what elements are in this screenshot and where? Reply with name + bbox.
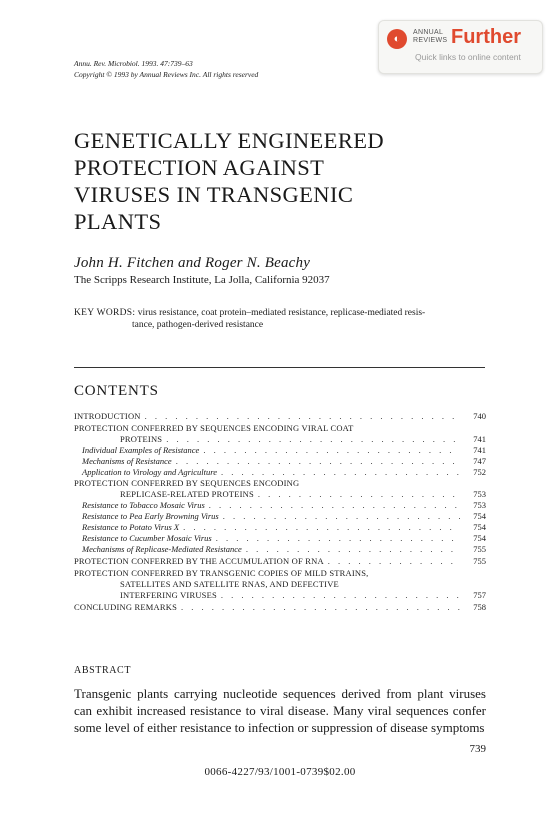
annual-reviews-logo-icon: ◐ xyxy=(387,29,407,49)
toc-subentry[interactable]: Resistance to Pea Early Browning Virus . . . 754 xyxy=(74,511,486,522)
keywords xyxy=(74,307,494,331)
contents-heading: CONTENTS xyxy=(74,383,159,399)
toc-entry[interactable]: PROTECTION CONFERRED BY SEQUENCES ENCODING xyxy=(74,478,300,488)
toc-entry-continuation[interactable]: SATELLITES AND SATELLITE RNAS, AND DEFECTIVE xyxy=(120,579,339,589)
authors: John H. Fitchen and Roger N. Beachy xyxy=(74,255,311,271)
page-number: 739 xyxy=(469,743,486,755)
abstract-text: Transgenic plants carrying nucleotide sequences derived from plant viruses can exhibit increased resistance to viral disease. Many viral sequences confer some level of either resistance to infection or suppression of disease symptoms xyxy=(74,686,486,735)
further-badge[interactable] xyxy=(378,20,543,74)
toc-subentry[interactable]: Application to Virology and Agriculture . . . 752 xyxy=(74,467,486,478)
keywords-text-2: tance, pathogen-derived resistance xyxy=(132,320,264,330)
toc-entry[interactable]: INTRODUCTION . . . 740 xyxy=(74,411,486,422)
toc-subentry[interactable]: Resistance to Cucumber Mosaic Virus . . . 754 xyxy=(74,533,486,544)
toc-subentry[interactable]: Resistance to Tobacco Mosaic Virus . . . 753 xyxy=(74,500,486,511)
keywords-text-1: virus resistance, coat protein–mediated resistance, replicase-mediated resis- xyxy=(137,308,426,318)
section-divider xyxy=(74,367,485,368)
toc-subentry[interactable]: Individual Examples of Resistance . . . 741 xyxy=(74,445,486,456)
toc-entry-continuation[interactable]: PROTEINS . . . 741 xyxy=(74,434,486,445)
toc-entry[interactable]: PROTECTION CONFERRED BY SEQUENCES ENCODING VIRAL COAT xyxy=(74,423,354,433)
toc-subentry[interactable]: Mechanisms of Replicase-Mediated Resistance . . . 755 xyxy=(74,544,486,555)
annual-reviews-wordmark: ANNUAL REVIEWS xyxy=(413,29,448,44)
keywords-label: KEY WORDS: xyxy=(74,308,136,318)
abstract-heading: ABSTRACT xyxy=(74,665,132,676)
further-wordmark: Further xyxy=(451,26,521,48)
issn-line: 0066-4227/93/1001-0739$02.00 xyxy=(204,766,356,778)
further-subtitle: Quick links to online content xyxy=(415,52,521,62)
toc-entry[interactable]: CONCLUDING REMARKS . . . 758 xyxy=(74,602,486,613)
article-title: GENETICALLY ENGINEERED PROTECTION AGAINST VIRUSES IN TRANSGENIC PLANTS xyxy=(74,128,385,234)
toc-subentry[interactable]: Resistance to Potato Virus X . . . 754 xyxy=(74,522,486,533)
table-of-contents xyxy=(74,411,486,613)
toc-subentry[interactable]: Mechanisms of Resistance . . . 747 xyxy=(74,456,486,467)
affiliation: The Scripps Research Institute, La Jolla, California 92037 xyxy=(74,274,330,286)
toc-entry-continuation[interactable]: INTERFERING VIRUSES . . . 757 xyxy=(74,590,486,601)
copyright-line: Copyright © 1993 by Annual Reviews Inc. All rights reserved xyxy=(74,70,259,79)
toc-entry[interactable]: PROTECTION CONFERRED BY THE ACCUMULATION OF RNA . . . 755 xyxy=(74,556,486,567)
journal-citation xyxy=(74,58,258,80)
toc-entry[interactable]: PROTECTION CONFERRED BY TRANSGENIC COPIES OF MILD STRAINS, xyxy=(74,568,369,578)
toc-entry-continuation[interactable]: REPLICASE-RELATED PROTEINS . . . 753 xyxy=(74,489,486,500)
citation-line: Annu. Rev. Microbiol. 1993. 47:739–63 xyxy=(74,59,193,68)
